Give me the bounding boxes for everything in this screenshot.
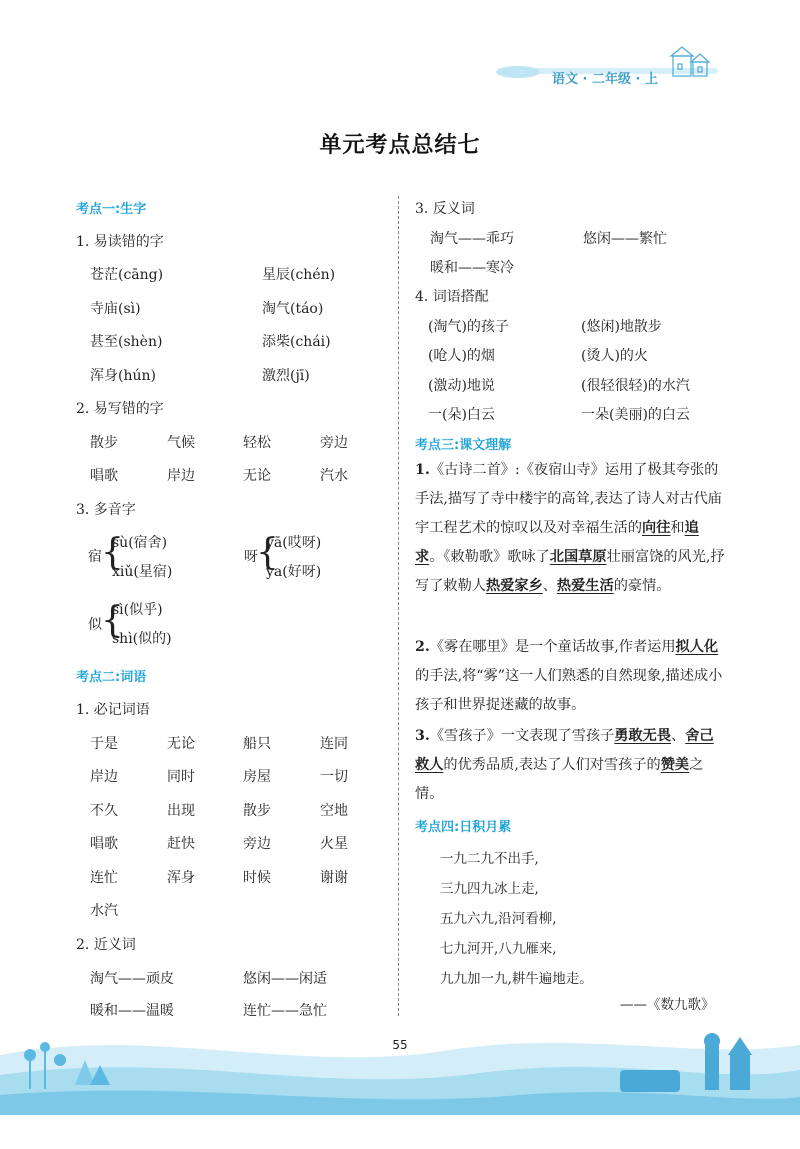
question-antonyms: 3. 反义词 (415, 201, 475, 217)
easy-read-word: 添柴(chái) (262, 334, 331, 350)
paragraph-number: 1. (415, 462, 430, 478)
synonym-pair: 悠闲——闲适 (243, 971, 327, 987)
easy-write-word: 轻松 (243, 435, 271, 451)
polyphone-reading: sì(似乎) (112, 602, 163, 618)
must-word: 空地 (320, 803, 348, 819)
polyphone-reading: yā(哎呀) (266, 535, 322, 551)
understanding-paragraph-1: 1.《古诗二首》:《夜宿山寺》运用了极其夸张的手法,描写了寺中楼宇的高耸,表达了诗人对古代庙宇工程艺术的惊叹以及对幸福生活的向往和追求。《敕勒歌》歌咏了北国草原壮丽富饶的风光,抒写了敕勒人热爱家乡、热爱生活的豪情。 (415, 462, 725, 594)
must-word: 谢谢 (320, 870, 348, 886)
column-divider (398, 196, 399, 1016)
key-phrase: 热爱家乡 (485, 578, 543, 594)
easy-read-word: 苍茫(cāng) (90, 267, 164, 283)
easy-read-word: 星辰(chén) (262, 267, 336, 283)
brace-symbol: { (101, 532, 124, 573)
polyphone-reading: ya(好呀) (266, 564, 322, 580)
antonym-pair: 淘气——乖巧 (430, 231, 514, 247)
must-word: 旁边 (243, 836, 271, 852)
key-phrase: 赞美 (660, 757, 690, 773)
question-easy-write: 2. 易写错的字 (76, 401, 164, 417)
polyphone-char: 宿 (88, 549, 102, 565)
question-polyphone: 3. 多音字 (76, 502, 136, 518)
polyphone-reading: xiǔ(星宿) (112, 564, 173, 580)
must-word: 连忙 (90, 870, 118, 886)
polyphone-reading: sù(宿舍) (112, 535, 168, 551)
poem-line: 九九加一九,耕牛遍地走。 (440, 971, 593, 987)
easy-read-word: 甚至(shèn) (90, 334, 163, 350)
collocation: (烫人)的火 (581, 348, 648, 364)
must-word: 于是 (90, 736, 118, 752)
easy-write-word: 汽水 (320, 468, 348, 484)
poem-source: ——《数九歌》 (620, 997, 715, 1013)
page-title: 单元考点总结七 (319, 133, 481, 158)
key-phrase: 热爱生活 (556, 578, 614, 594)
collocation: 一(朵)白云 (428, 407, 495, 423)
key-phrase: 追求 (415, 520, 699, 565)
collocation: (悠闲)地散步 (581, 319, 662, 335)
collocation: (很轻很轻)的水汽 (581, 378, 690, 394)
question-must-words: 1. 必记词语 (76, 702, 150, 718)
collocation: (淘气)的孩子 (428, 319, 509, 335)
understanding-paragraph-3: 3.《雪孩子》一文表现了雪孩子勇敢无畏、舍己救人的优秀品质,表达了人们对雪孩子的赞美之情。 (415, 728, 714, 802)
question-collocations: 4. 词语搭配 (415, 289, 489, 305)
poem-line: 一九二九不出手, (440, 851, 539, 867)
key-phrase: 拟人化 (675, 639, 719, 655)
question-easy-read: 1. 易读错的字 (76, 234, 164, 250)
easy-write-word: 旁边 (320, 435, 348, 451)
collocation: (激动)地说 (428, 378, 495, 394)
paragraph-number: 2. (415, 639, 430, 655)
must-word: 火星 (320, 836, 348, 852)
must-word: 连同 (320, 736, 348, 752)
question-synonyms: 2. 近义词 (76, 937, 136, 953)
section-title-4: 考点四:日积月累 (415, 820, 512, 835)
poem-line: 七九河开,八九雁来, (440, 941, 557, 957)
section-title-3: 考点三:课文理解 (415, 438, 512, 453)
synonym-pair: 淘气——顽皮 (90, 971, 174, 987)
poem-line: 三九四九冰上走, (440, 881, 539, 897)
synonym-pair: 暖和——温暖 (90, 1003, 174, 1019)
key-phrase: 北国草原 (549, 549, 607, 565)
key-phrase: 向往 (642, 520, 671, 536)
easy-write-word: 气候 (167, 435, 195, 451)
section-title-1: 考点一:生字 (76, 202, 147, 217)
key-phrase: 勇敢无畏 (614, 728, 672, 744)
easy-read-word: 激烈(jī) (262, 368, 310, 384)
polyphone-reading: shì(似的) (112, 631, 172, 647)
easy-read-word: 淘气(táo) (262, 301, 324, 317)
antonym-pair: 悠闲——繁忙 (583, 231, 667, 247)
poem-line: 五九六九,沿河看柳, (440, 911, 557, 927)
brace-symbol: { (101, 600, 124, 641)
key-phrase: 舍己救人 (415, 728, 714, 773)
must-word: 房屋 (243, 769, 271, 785)
antonym-pair: 暖和——寒冷 (430, 260, 514, 276)
brace-symbol: { (256, 532, 279, 573)
subject-label: 语文 · 二年级 · 上 (552, 72, 658, 87)
understanding-paragraph-2: 2.《雾在哪里》是一个童话故事,作者运用拟人化的手法,将“雾”这一人们熟悉的自然现象,描述成小孩子和世界捉迷藏的故事。 (415, 639, 723, 713)
must-word: 出现 (167, 803, 195, 819)
must-word: 无论 (167, 736, 195, 752)
must-word: 水汽 (90, 903, 118, 919)
polyphone-char: 似 (88, 617, 102, 633)
collocation: 一朵(美丽)的白云 (581, 407, 690, 423)
must-word: 岸边 (90, 769, 118, 785)
polyphone-char: 呀 (244, 549, 258, 565)
easy-write-word: 岸边 (167, 468, 195, 484)
must-word: 同时 (167, 769, 195, 785)
must-word: 不久 (90, 803, 118, 819)
easy-write-word: 无论 (243, 468, 271, 484)
must-word: 一切 (320, 769, 348, 785)
must-word: 浑身 (167, 870, 195, 886)
collocation: (呛人)的烟 (428, 348, 495, 364)
easy-read-word: 浑身(hún) (90, 368, 156, 384)
footer-decoration (0, 1015, 800, 1115)
easy-write-word: 唱歌 (90, 468, 118, 484)
must-word: 船只 (243, 736, 271, 752)
section-title-2: 考点二:词语 (76, 670, 147, 685)
paragraph-number: 3. (415, 728, 430, 744)
must-word: 赶快 (167, 836, 195, 852)
must-word: 唱歌 (90, 836, 118, 852)
page-number: 55 (392, 1038, 408, 1052)
must-word: 散步 (243, 803, 271, 819)
must-word: 时候 (243, 870, 271, 886)
easy-write-word: 散步 (90, 435, 118, 451)
synonym-pair: 连忙——急忙 (243, 1003, 327, 1019)
easy-read-word: 寺庙(sì) (90, 301, 141, 317)
